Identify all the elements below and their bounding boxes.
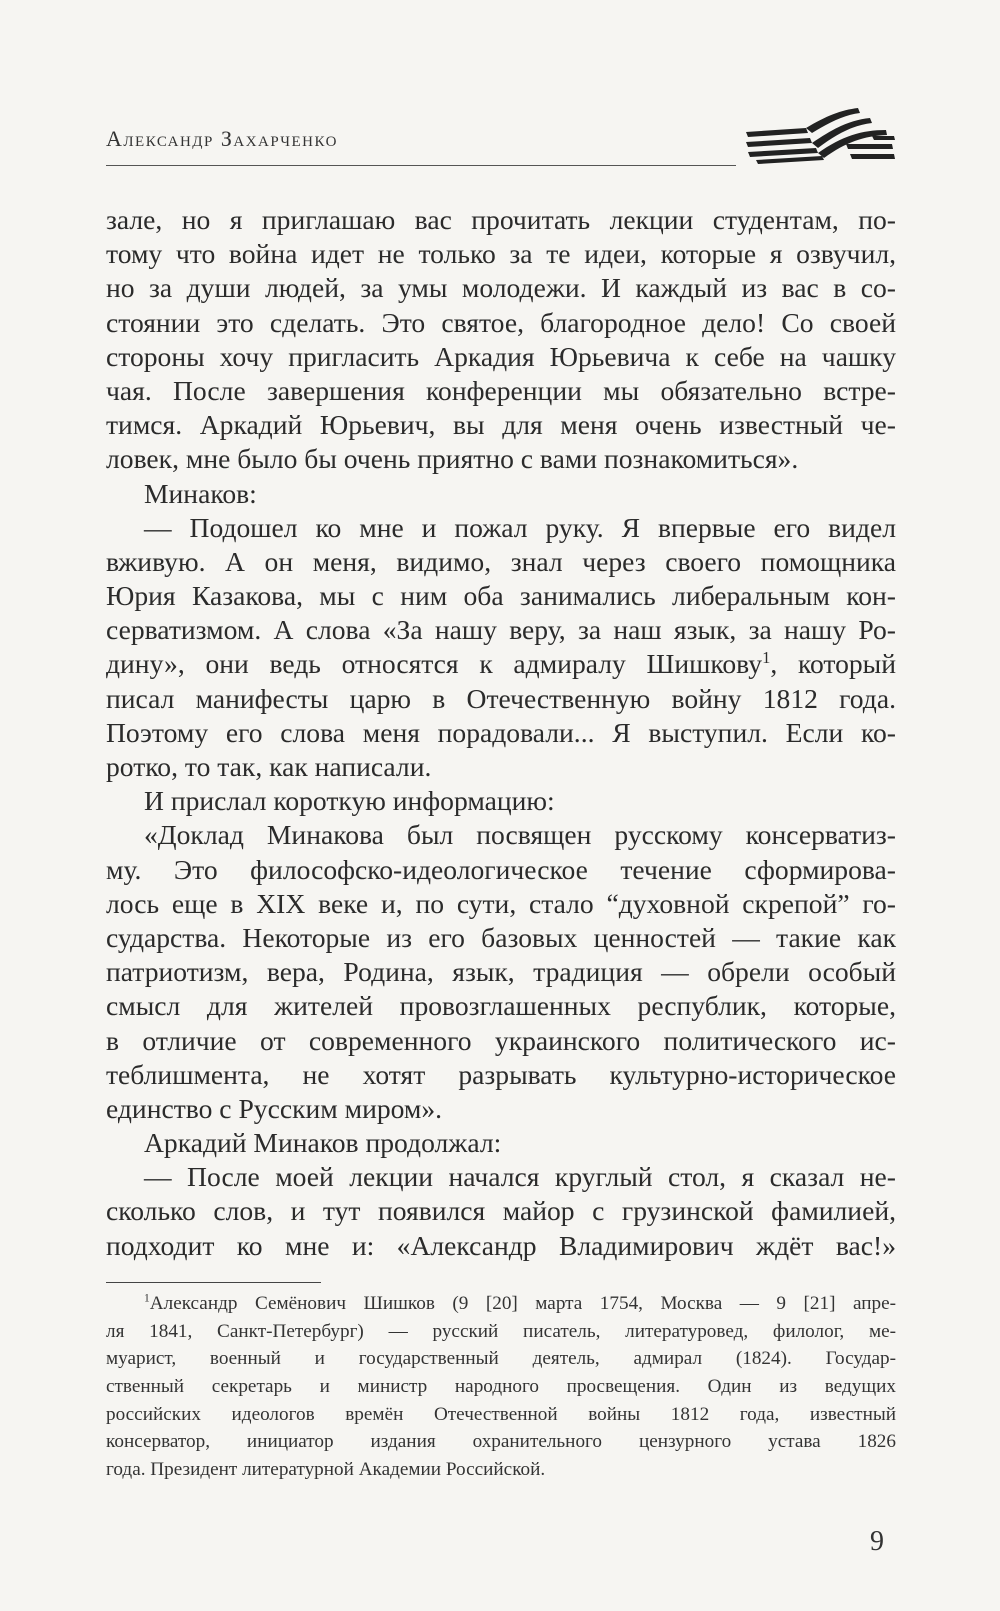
text-line: сколько слов, и тут появился майор с грузинской фамилией,	[106, 1195, 896, 1227]
footnote-line	[106, 1290, 896, 1318]
text-line: писал манифесты царю в Отечественную войну 1812 года.	[106, 682, 896, 714]
text-line: стороны хочу пригласить Аркадия Юрьевича к себе на чашку	[106, 340, 896, 372]
text-line: му. Это философско-идеологическое течение сформирова-	[106, 853, 896, 885]
text-line: в отличие от современного украинского политического ис-	[106, 1024, 896, 1056]
text-line: Аркадий Минаков продолжал:	[144, 1127, 502, 1159]
footnote	[106, 1290, 896, 1484]
text-line-with-footnote	[106, 647, 896, 681]
running-header	[106, 120, 896, 180]
text-line: зале, но я приглашаю вас прочитать лекции студентам, по-	[106, 204, 896, 235]
footnote-line: российских идеологов времён Отечественной войны 1812 года, известный	[106, 1403, 896, 1425]
st-george-ribbon-icon	[746, 106, 896, 172]
author-name: Александр Захарченко	[106, 126, 338, 151]
text-line: тимся. Аркадий Юрьевич, вы для меня очень известный че-	[106, 409, 896, 441]
footnote-marker: 1	[144, 1292, 150, 1305]
main-text	[106, 203, 896, 1263]
footnote-rule	[106, 1282, 321, 1283]
text-line: — Подошел ко мне и пожал руку. Я впервые его видел	[144, 511, 896, 543]
text-line: лось еще в XIX веке и, по сути, стало “духовной скрепой” го-	[106, 887, 896, 919]
text-line: вживую. А он меня, видимо, знал через своего помощника	[106, 545, 896, 577]
text-line: серватизмом. А слова «За нашу веру, за наш язык, за нашу Ро-	[106, 614, 896, 646]
text-fragment: , который	[770, 648, 896, 680]
header-rule	[106, 165, 736, 166]
footnote-line: года. Президент литературной Академии Российской.	[106, 1459, 546, 1481]
text-line: Минаков:	[144, 477, 257, 509]
footnote-line: консерватор, инициатор издания охранительного цензурного устава 1826	[106, 1431, 896, 1453]
text-line: ротко, то так, как написали.	[106, 751, 432, 782]
text-line: единство с Русским миром».	[106, 1092, 443, 1124]
text-line: И прислал короткую информацию:	[144, 785, 555, 817]
footnote-line: муарист, военный и государственный деятель, адмирал (1824). Государ-	[106, 1348, 896, 1370]
footnote-line: ля 1841, Санкт-Петербург) — русский писатель, литературовед, филолог, ме-	[106, 1320, 896, 1342]
text-line: Юрия Казакова, мы с ним оба занимались либеральным кон-	[106, 580, 896, 612]
footnote-text: Александр Семёнович Шишков (9 [20] марта 1754, Москва — 9 [21] апре-	[149, 1293, 896, 1314]
text-line: ловек, мне было бы очень приятно с вами познакомиться».	[106, 443, 799, 475]
text-fragment: дину», они ведь относятся к адмиралу Шишкову	[106, 648, 763, 680]
footnote-line: ственный секретарь и министр народного просвещения. Один из ведущих	[106, 1376, 896, 1398]
text-line: «Доклад Минакова был посвящен русскому консерватиз-	[144, 819, 896, 851]
footnote-reference[interactable]: 1	[762, 648, 771, 668]
text-line: стоянии это сделать. Это святое, благородное дело! Со своей	[106, 306, 896, 338]
text-line: теблишмента, не хотят разрывать культурно-историческое	[106, 1058, 896, 1090]
text-line: патриотизм, вера, Родина, язык, традиция — обрели особый	[106, 956, 896, 988]
text-line: — После моей лекции начался круглый стол, я сказал не-	[144, 1161, 896, 1193]
text-line: но за души людей, за умы молодежи. И каждый из вас в со-	[106, 272, 896, 304]
text-line: тому что война идет не только за те идеи, которые я озвучил,	[106, 238, 896, 270]
text-line: Поэтому его слова меня порадовали... Я выступил. Если ко-	[106, 716, 896, 748]
text-line: смысл для жителей провозглашенных республик, которые,	[106, 990, 896, 1022]
text-line: подходит ко мне и: «Александр Владимирович ждёт вас!»	[106, 1229, 896, 1261]
page-number: 9	[870, 1526, 884, 1557]
text-line: сударства. Некоторые из его базовых ценностей — такие как	[106, 921, 896, 953]
text-line: чая. После завершения конференции мы обязательно встре-	[106, 374, 896, 406]
